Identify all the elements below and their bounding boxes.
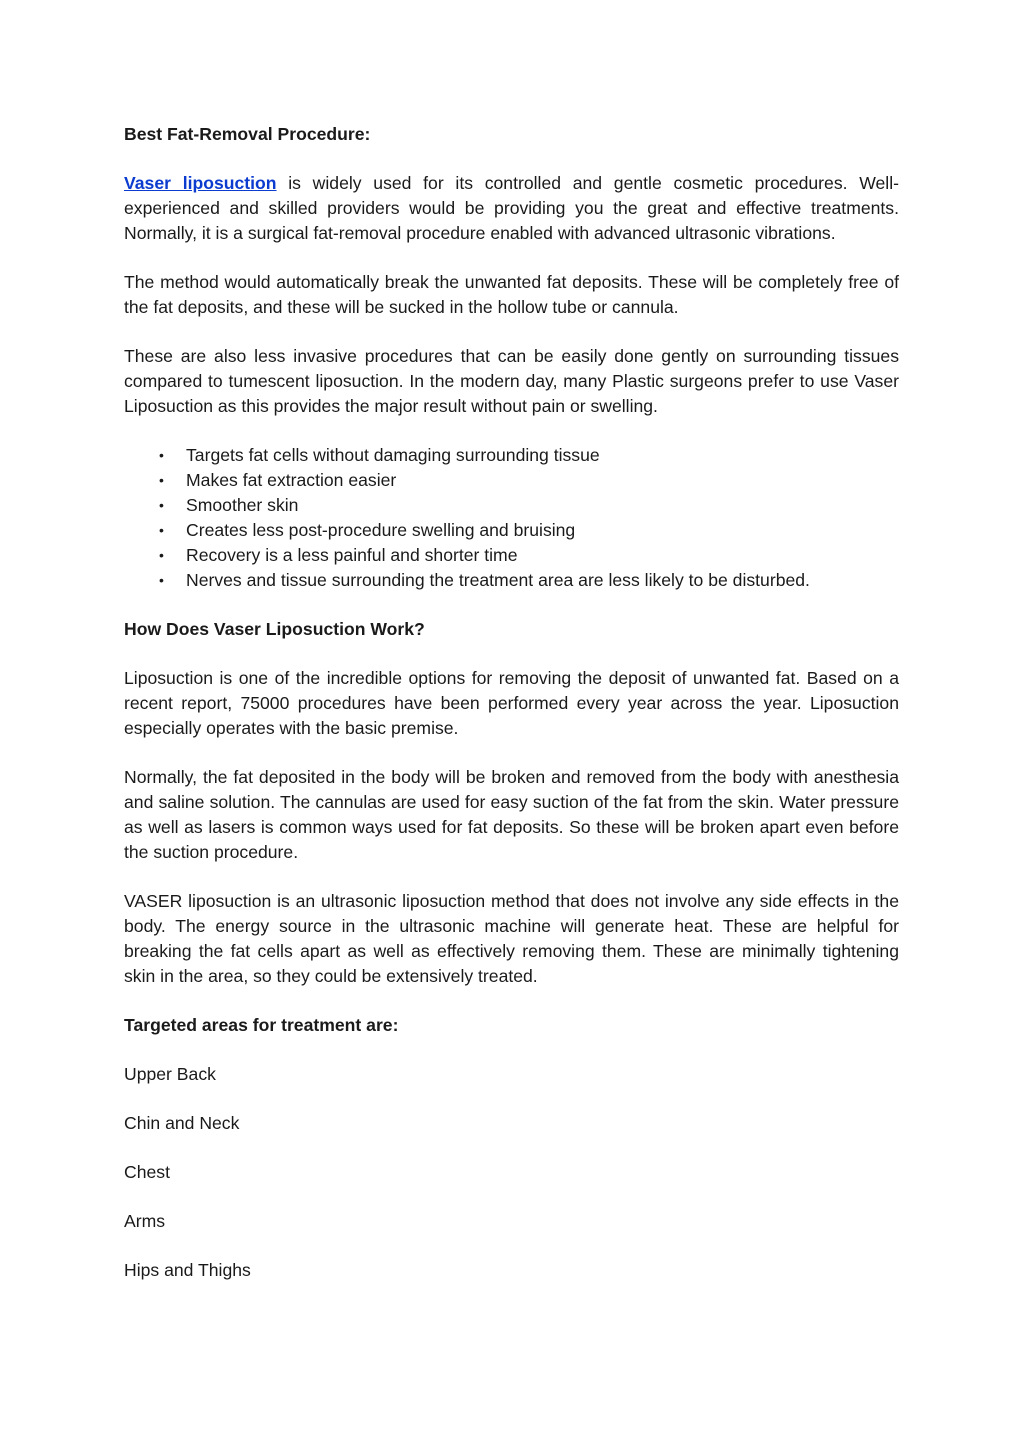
heading-how-does-it-work: How Does Vaser Liposuction Work?	[124, 619, 425, 639]
list-item-text: Creates less post-procedure swelling and bruising	[186, 520, 576, 540]
fat-deposited-paragraph: Normally, the fat deposited in the body will be broken and removed from the body with anesthesia and saline solution. The cannulas are used for easy suction of the fat from the skin. Water pressure as well as lasers is common ways used for fat deposits. So these will be broken apart even before the suction procedure.	[124, 767, 899, 862]
area-item-upper-back: Upper Back	[124, 1064, 216, 1084]
bullet-icon: •	[159, 547, 164, 563]
vaser-liposuction-link[interactable]: Vaser liposuction	[124, 173, 277, 193]
list-item-text: Makes fat extraction easier	[186, 470, 397, 490]
vaser-ultrasonic-paragraph: VASER liposuction is an ultrasonic liposuction method that does not involve any side effects in the body. The energy source in the ultrasonic machine will generate heat. These are helpful for breaking the fat cells apart as well as effectively removing them. These are minimally tightening skin in the area, so they could be extensively treated.	[124, 891, 899, 986]
liposuction-paragraph: Liposuction is one of the incredible options for removing the deposit of unwanted fat. Based on a recent report, 75000 procedures have been performed every year across the year. Liposuction especially operates with the basic premise.	[124, 668, 899, 738]
benefits-list	[124, 443, 899, 593]
list-item	[159, 518, 899, 543]
area-item-chin-and-neck: Chin and Neck	[124, 1113, 240, 1133]
bullet-icon: •	[159, 447, 164, 463]
list-item-text: Smoother skin	[186, 495, 299, 515]
heading-best-fat-removal: Best Fat-Removal Procedure:	[124, 124, 371, 144]
heading-targeted-areas: Targeted areas for treatment are:	[124, 1015, 399, 1035]
list-item	[159, 543, 899, 568]
list-item	[159, 468, 899, 493]
method-paragraph: The method would automatically break the unwanted fat deposits. These will be completely free of the fat deposits, and these will be sucked in the hollow tube or cannula.	[124, 272, 899, 317]
list-item	[159, 568, 899, 593]
area-item-hips-and-thighs: Hips and Thighs	[124, 1260, 251, 1280]
area-item-arms: Arms	[124, 1211, 166, 1231]
list-item-text: Nerves and tissue surrounding the treatment area are less likely to be disturbed.	[186, 570, 810, 590]
list-item-text: Recovery is a less painful and shorter time	[186, 545, 518, 565]
list-item	[159, 493, 899, 518]
intro-paragraph-text: is widely used for its controlled and gentle cosmetic procedures. Well-experienced and skilled providers would be providing you the great and effective treatments. Normally, it is a surgical fat-removal procedure enabled with advanced ultrasonic vibrations.	[124, 173, 899, 243]
bullet-icon: •	[159, 472, 164, 488]
bullet-icon: •	[159, 522, 164, 538]
area-item-chest: Chest	[124, 1162, 170, 1182]
invasive-paragraph: These are also less invasive procedures that can be easily done gently on surrounding tissues compared to tumescent liposuction. In the modern day, many Plastic surgeons prefer to use Vaser Liposuction as this provides the major result without pain or swelling.	[124, 346, 899, 416]
list-item	[159, 443, 899, 468]
document-page	[124, 122, 899, 1307]
bullet-icon: •	[159, 497, 164, 513]
bullet-icon: •	[159, 572, 164, 588]
intro-paragraph	[124, 171, 899, 246]
list-item-text: Targets fat cells without damaging surrounding tissue	[186, 445, 600, 465]
